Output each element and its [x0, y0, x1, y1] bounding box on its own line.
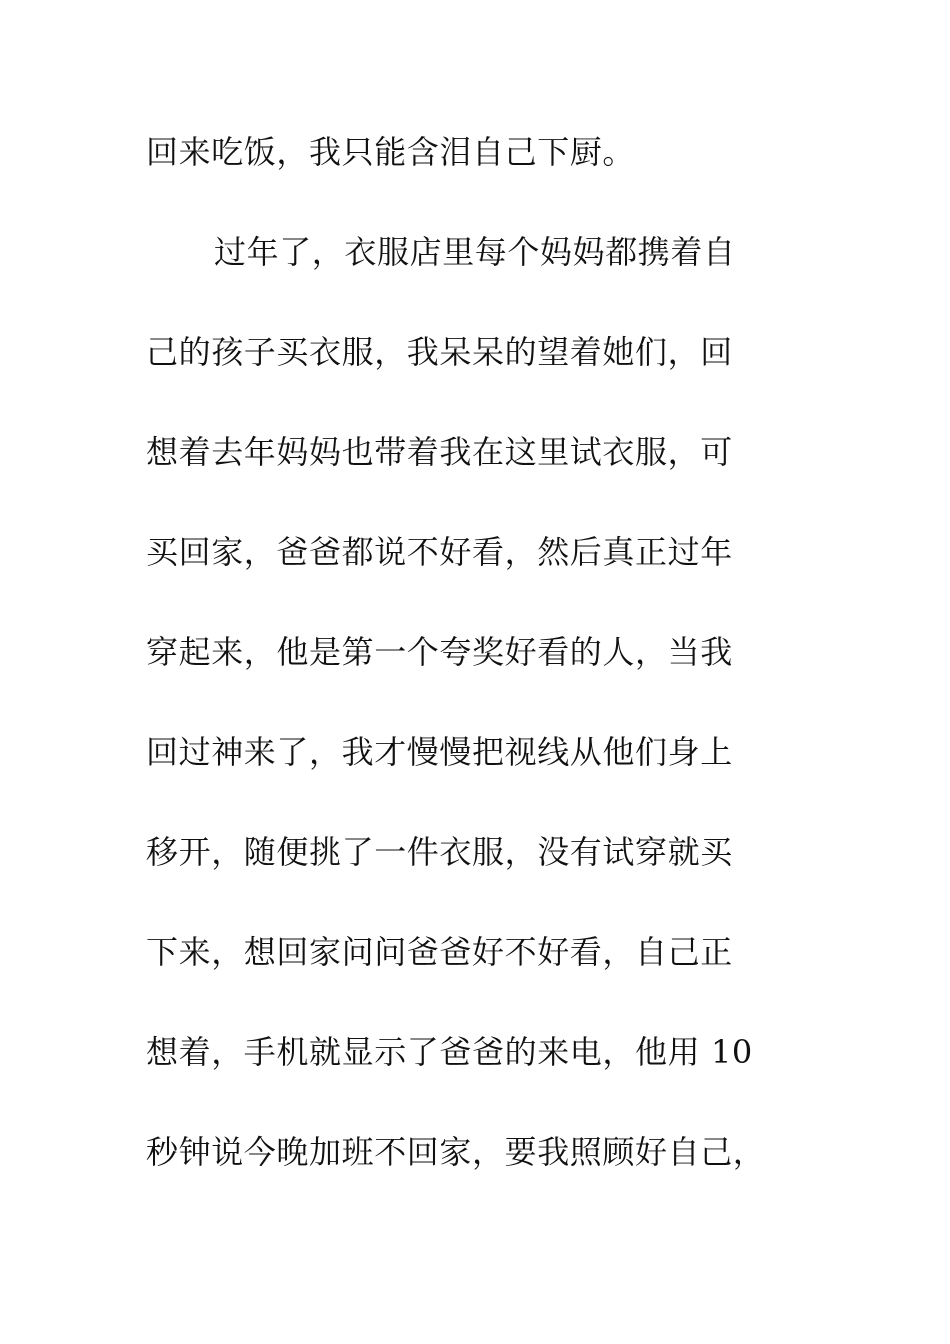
text-line: 穿起来，他是第一个夸奖好看的人，当我 — [146, 633, 733, 671]
text-line: 移开，随便挑了一件衣服，没有试穿就买 — [146, 833, 733, 871]
text-line: 下来，想回家问问爸爸好不好看，自己正 — [146, 933, 733, 971]
text-line: 己的孩子买衣服，我呆呆的望着她们，回 — [146, 333, 733, 371]
text-line: 买回家，爸爸都说不好看，然后真正过年 — [146, 533, 733, 571]
body-text — [146, 122, 826, 1222]
text-line: 想着去年妈妈也带着我在这里试衣服，可 — [146, 433, 733, 471]
paragraph-first-line: 过年了，衣服店里每个妈妈都携着自 — [214, 233, 736, 271]
text-line: 秒钟说今晚加班不回家，要我照顾好自己， — [146, 1133, 766, 1171]
text-line: 回来吃饭，我只能含泪自己下厨。 — [146, 133, 636, 171]
text-line: 回过神来了，我才慢慢把视线从他们身上 — [146, 733, 733, 771]
text-line: 想着，手机就显示了爸爸的来电，他用 10 — [146, 1033, 753, 1071]
